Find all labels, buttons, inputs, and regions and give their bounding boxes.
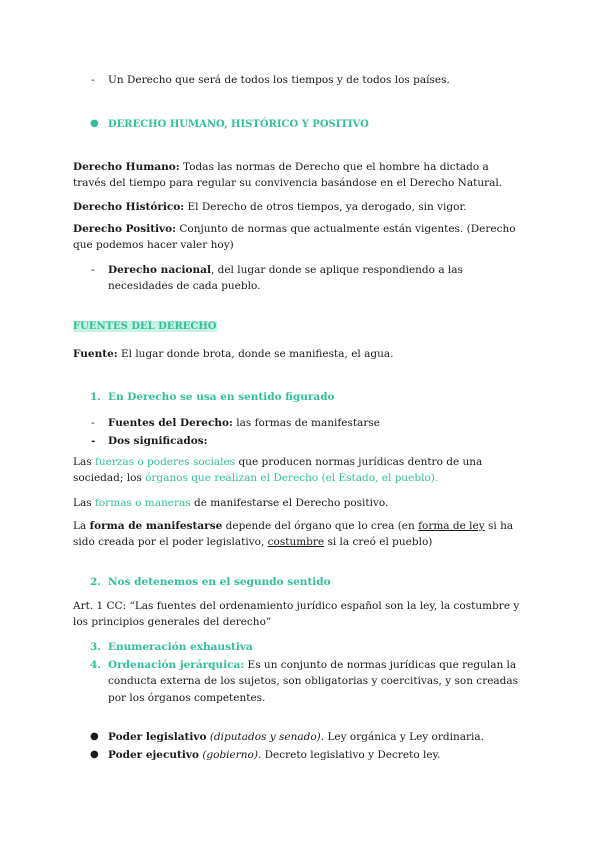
heading-fuentes-del-derecho: FUENTES DEL DERECHO <box>73 321 217 332</box>
list-item-text: Un Derecho que será de todos los tiempos y de todos los países. <box>108 74 450 86</box>
paragraph-art-1-cc <box>73 598 525 631</box>
text-segment: La <box>73 520 90 532</box>
numbered-item-1-text: En Derecho se usa en sentido figurado <box>108 391 335 403</box>
paragraph-derecho-humano <box>73 159 525 192</box>
numbered-item-3 <box>90 639 528 655</box>
term-ordenacion-jerarquica: Ordenación jerárquica: <box>108 659 245 671</box>
term-fuentes-del-derecho: Fuentes del Derecho: <box>108 417 233 429</box>
italic-gobierno: (gobierno) <box>202 749 258 761</box>
bullet-icon: ● <box>90 731 99 742</box>
term-fuente: Fuente: <box>73 348 118 360</box>
term-derecho-nacional: Derecho nacional <box>108 264 211 276</box>
dash-marker: - <box>91 264 95 276</box>
text-fuentes-del-derecho: las formas de manifestarse <box>232 417 380 429</box>
term-derecho-historico: Derecho Histórico: <box>73 201 185 213</box>
term-forma-de-manifestarse: forma de manifestarse <box>89 520 223 532</box>
list-item <box>91 72 528 88</box>
term-derecho-positivo: Derecho Positivo: <box>73 223 177 235</box>
paragraph-derecho-historico <box>73 199 525 215</box>
list-item-poder-legislativo <box>90 729 528 745</box>
list-item-fuentes-del-derecho <box>91 415 528 431</box>
list-item-derecho-nacional <box>91 262 528 295</box>
text-segment: si ha sido creada por el poder legislativo, <box>73 520 514 549</box>
numbered-item-2 <box>90 574 528 590</box>
section-heading <box>90 116 528 133</box>
numbered-item-2-text: Nos detenemos en el segundo sentido <box>108 576 331 588</box>
numbered-item-1 <box>90 389 528 405</box>
number-4: 4. <box>90 659 101 671</box>
text-segment: si la creó el pueblo) <box>324 536 433 549</box>
number-2: 2. <box>90 576 101 588</box>
text-segment: que producen normas jurídicas dentro de una sociedad; los <box>73 456 483 485</box>
list-item-dos-significados <box>91 433 528 449</box>
bullet-icon: ● <box>90 118 99 129</box>
text-derecho-positivo: Conjunto de normas que actualmente están vigentes. (Derecho que podemos hacer valer hoy) <box>73 223 516 252</box>
highlight-fuerzas: fuerzas o poderes sociales <box>94 456 236 468</box>
text-ordenacion-jerarquica: Es un conjunto de normas jurídicas que regulan la conducta externa de los sujetos, son obligatorias y coercitivas, y son creadas por los órganos competentes. <box>108 659 519 704</box>
text-dos-significados: Dos significados: <box>108 435 208 447</box>
paragraph-formas <box>73 495 525 511</box>
text-segment: depende del órgano que lo crea (en <box>222 520 419 532</box>
text-fuente: El lugar donde brota, donde se manifiesta, el agua. <box>117 348 394 360</box>
section-heading-fuentes <box>73 318 525 335</box>
dash-marker: - <box>91 417 95 429</box>
paragraph-forma-de-manifestarse <box>73 518 525 551</box>
paragraph-fuerzas <box>73 454 525 487</box>
underlined-costumbre: costumbre <box>267 536 325 549</box>
numbered-item-4 <box>90 657 528 706</box>
term-poder-ejecutivo: Poder ejecutivo <box>108 749 199 761</box>
italic-diputados-senado: (diputados y senado) <box>209 731 321 743</box>
number-3: 3. <box>90 641 101 653</box>
paragraph-derecho-positivo <box>73 221 525 254</box>
list-item-poder-ejecutivo <box>90 747 528 763</box>
highlight-formas: formas o maneras <box>94 497 191 509</box>
text-derecho-historico: El Derecho de otros tiempos, ya derogado, sin vigor. <box>184 201 467 213</box>
text-segment: Las <box>73 497 95 509</box>
text-segment: Las <box>73 456 95 468</box>
highlight-organos: órganos que realizan el Derecho (el Estado, el pueblo). <box>145 472 439 485</box>
term-poder-legislativo: Poder legislativo <box>108 731 207 743</box>
text-poder-ejecutivo: . Decreto legislativo y Decreto ley. <box>257 749 441 761</box>
text-poder-legislativo: . Ley orgánica y Ley ordinaria. <box>320 731 484 743</box>
bullet-icon: ● <box>90 749 99 760</box>
text-art-1-cc: Art. 1 CC: “Las fuentes del ordenamiento jurídico español son la ley, la costumbre y los principios generales del derecho” <box>73 600 520 629</box>
text-derecho-humano: Todas las normas de Derecho que el hombre ha dictado a través del tiempo para regular su convivencia basándose en el Derecho Natural. <box>73 161 503 190</box>
dash-marker: - <box>91 435 96 447</box>
text-derecho-nacional: , del lugar donde se aplique respondiendo a las necesidades de cada pueblo. <box>108 264 463 293</box>
term-derecho-humano: Derecho Humano: <box>73 161 180 173</box>
paragraph-fuente <box>73 346 525 362</box>
dash-marker: - <box>91 74 95 86</box>
number-1: 1. <box>90 391 101 403</box>
heading-derecho-humano: DERECHO HUMANO, HISTÓRICO Y POSITIVO <box>108 119 369 130</box>
text-segment: de manifestarse el Derecho positivo. <box>190 497 389 509</box>
numbered-item-3-text: Enumeración exhaustiva <box>108 641 253 653</box>
underlined-forma-de-ley: forma de ley <box>418 520 485 532</box>
